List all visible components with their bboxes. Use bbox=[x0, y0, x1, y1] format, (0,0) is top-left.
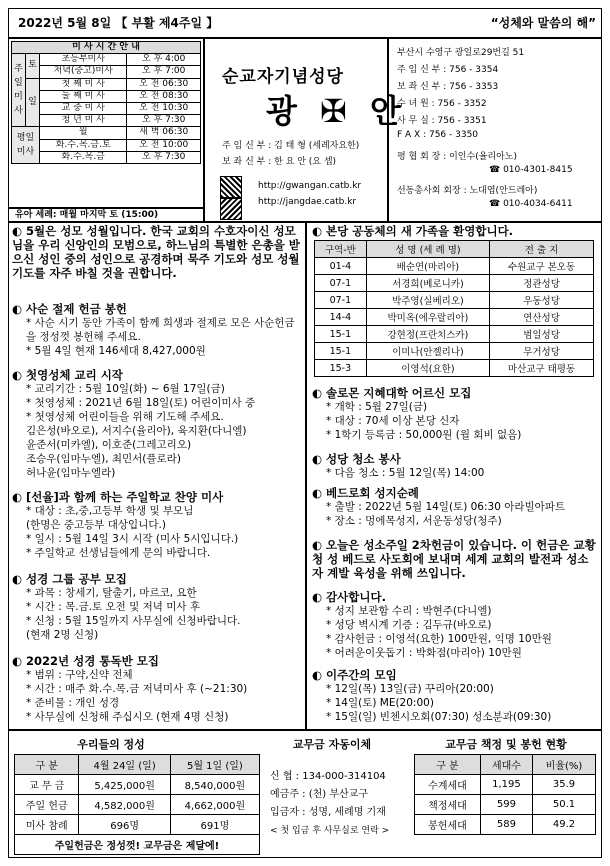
notice-line: * 사무실에 신청해 주십시오 (현재 4명 신청) bbox=[26, 711, 229, 723]
notice-heading: ◐ 사순 절제 헌금 봉헌 bbox=[12, 302, 127, 316]
notice-line: * 출발 : 2022년 5월 14일(토) 06:30 아라빌아파트 bbox=[326, 501, 566, 513]
notice-line: * 15일(일) 빈첸시오회(07:30) 성소분과(09:30) bbox=[326, 711, 552, 723]
notice-line: * 준비물 : 개인 성경 bbox=[26, 697, 120, 709]
pastor-name: 주 임 신 부 : 김 태 형 (세례자요한) bbox=[222, 141, 360, 151]
notice-line: * 14일(토) ME(20:00) bbox=[326, 697, 434, 709]
notice-line: * 개학 : 5월 27일(금) bbox=[326, 401, 428, 413]
notice-heading: ◐ 2022년 성경 통독반 모집 bbox=[12, 654, 159, 668]
parish-name: 광 ✠ 안 bbox=[266, 92, 407, 130]
notice-line: * 성지 보관함 수리 : 박현주(다니엘) bbox=[326, 605, 492, 617]
notice-heading: ◐ 성경 그룹 공부 모집 bbox=[12, 572, 127, 586]
notice-section bbox=[312, 452, 598, 480]
notice-heading: ◐ 5월은 성모 성월입니다. 한국 교회의 수호자이신 성모님을 우리 신앙인의 모범으로, 하느님의 특별한 은총을 받으신 성인 중의 성인으로 공경하며 묵주 기도와 성모 성월 기도를 자주 바칠 것을 권합니다. bbox=[12, 224, 300, 280]
notice-line: * 사순 시기 동안 가족이 함께 희생과 절제로 모은 사순헌금을 정성껏 봉헌해 주세요. bbox=[26, 317, 295, 343]
notice-section bbox=[12, 490, 302, 560]
notice-heading: ◐ 첫영성체 교리 시작 bbox=[12, 368, 123, 382]
notice-heading: ◐ 베드로회 성지순례 bbox=[312, 486, 419, 500]
notice-heading: ◐ 오늘은 성소주일 2차헌금이 있습니다. 이 헌금은 교황청 성 베드로 사도회에 보내며 세계 교회의 발전과 성소자 계발 육성을 위해 쓰입니다. bbox=[312, 538, 596, 580]
notice-heading: ◐ 이주간의 모임 bbox=[312, 668, 397, 682]
notice-line: * 다음 청소 : 5월 12일(목) 14:00 bbox=[326, 467, 485, 479]
parish-subtitle: 순교자기념성당 bbox=[222, 67, 344, 87]
notice-section bbox=[312, 668, 598, 724]
rate-table: 구 분 세대수 비율(%) 수계세대 1,195 35.9 책정세대 599 50.1 봉헌세대 589 49.2 bbox=[414, 754, 596, 835]
notice-line: 허나윤(임마누엘라) bbox=[26, 467, 116, 479]
notice-section bbox=[12, 302, 302, 358]
notice-line: * 과목 : 창세기, 탈출기, 마르코, 요한 bbox=[26, 587, 197, 599]
url-link[interactable]: http://jangdae.catb.kr bbox=[258, 197, 357, 207]
notice-section bbox=[312, 590, 598, 660]
auto-transfer: 신 협 : 134-000-314104 예금주 : (천) 부산교구 입금자 : 성명, 세례명 기재 < 첫 입금 후 사무실로 연락 > bbox=[270, 771, 390, 836]
contact-box: 부산시 수영구 광일로29번길 51 주 임 신 부 : 756 - 3354 보 좌 신 부 : 756 - 3353 수 녀 원 : 756 - 3352 사 무 실 : 756 - 3351 F A X : 756 - 3350 평 협 회 장 : 이인수(율리아노) ☎ 010-4301-8415 선동총사회 회장 : 노대엽(안드레아) ☎ 010-4034-6411 bbox=[388, 38, 602, 222]
notice-heading: ◐ 성당 청소 봉사 bbox=[312, 452, 401, 466]
notice-line: 김은성(바오로), 서지수(율리아), 육지환(다니엘) bbox=[26, 425, 247, 437]
notice-section bbox=[12, 654, 302, 724]
notice-line: * 대상 : 초,중,고등부 학생 및 부모님 bbox=[26, 505, 194, 517]
notice-line: * 첫영성체 : 2021년 6월 18일(토) 어린이미사 중 bbox=[26, 397, 256, 409]
notice-line: * 교리기간 : 5월 10일(화) ~ 6월 17일(금) bbox=[26, 383, 225, 395]
url-link[interactable]: http://gwangan.catb.kr bbox=[258, 181, 362, 191]
qr-code-icon bbox=[220, 198, 242, 220]
notice-line: * 대상 : 70세 이상 본당 신자 bbox=[326, 415, 460, 427]
notice-line: (한명은 중고등부 대상입니다.) bbox=[26, 519, 166, 531]
auto-title: 교무금 자동이체 bbox=[292, 738, 372, 751]
notice-section bbox=[12, 368, 302, 480]
notice-heading: ◐ 솔로몬 지혜대학 어르신 모집 bbox=[312, 386, 472, 400]
family-table: 구역-반 성 명 (세 례 명) 전 출 지 01-4 배순연(마리아) 수원교구 본오동 07-1 서경희(베로니카) 정관성당 07-1 박주영(실베리오) 우동성당 14-4 박미옥(에우랄리아) 연산성당 15-1 강현정(프란치스카) 범일성당 15-1 이미나(안젤리나) 무거성당 15-3 이영석(요한) 마산교구 태평동 bbox=[314, 240, 594, 377]
notice-line: * 주일학교 선생님들에게 문의 바랍니다. bbox=[26, 547, 211, 559]
notice-line: 윤준서(미카엘), 이호준(그레고리오) bbox=[26, 439, 192, 451]
notice-line: * 감사헌금 : 이영석(요한) 100만원, 익명 10만원 bbox=[326, 633, 552, 645]
motto: “성체와 말씀의 해” bbox=[490, 16, 596, 30]
notice-heading: ◐ [선율]과 함께 하는 주일학교 찬양 미사 bbox=[12, 490, 224, 504]
issue-date: 2022년 5월 8일 【 부활 제4주일 】 bbox=[18, 16, 219, 30]
notice-section bbox=[12, 224, 302, 280]
notice-heading: ◐ 감사합니다. bbox=[312, 590, 386, 604]
notice-line: * 장소 : 멍에목성지, 서운동성당(청주) bbox=[326, 515, 502, 527]
notice-section bbox=[312, 538, 598, 580]
rate-title: 교무금 책정 및 봉헌 현황 bbox=[445, 738, 567, 751]
family-title: ◐ 본당 공동체의 새 가족을 환영합니다. bbox=[312, 224, 514, 238]
infant-baptism-note: 유아 세례: 매월 마지막 토 (15:00) bbox=[8, 208, 204, 222]
notice-line: * 어려운이웃돕기 : 박화점(마리아) 10만원 bbox=[326, 647, 522, 659]
notice-section bbox=[12, 572, 302, 642]
notice-line: * 성당 벽시계 기증 : 김두규(바오로) bbox=[326, 619, 492, 631]
pastors bbox=[222, 138, 359, 170]
notice-line: * 첫영성체 어린이들을 위해 기도해 주세요. bbox=[26, 411, 224, 423]
notice-line: * 시간 : 매주 화.수.목.금 저녁미사 후 (~21:30) bbox=[26, 683, 248, 695]
notice-line: * 12일(목) 13일(금) 꾸리아(20:00) bbox=[326, 683, 494, 695]
notice-section bbox=[312, 486, 598, 528]
notice-line: * 시간 : 목.금.토 오전 및 저녁 미사 후 bbox=[26, 601, 201, 613]
mass-schedule bbox=[8, 38, 204, 208]
notice-section bbox=[312, 386, 598, 442]
finance-table: 구 분 4월 24일 (일) 5월 1일 (일) 교 무 금 5,425,000원 8,540,000원 주일 헌금 4,582,000원 4,662,000원 미사 참례 696명 691명 주일헌금은 정성껏! 교무금은 제달에! bbox=[14, 754, 260, 855]
notice-line: * 범위 : 구약,신약 전체 bbox=[26, 669, 133, 681]
notice-line: * 1학기 등록금 : 50,000원 (월 회비 없음) bbox=[326, 429, 522, 441]
notice-line: * 5월 4일 현재 146세대 8,427,000원 bbox=[26, 345, 206, 357]
mass-title: 미 사 시 간 안 내 bbox=[12, 42, 201, 54]
notice-line: (현재 2명 신청) bbox=[26, 629, 99, 641]
urls bbox=[258, 178, 361, 210]
mass-table: 미 사 시 간 안 내 주 일 미 사 토 초등부미사 오 후 4:00 저녁(중고)미사 오 후 7:00 일 첫 째 미 사 오 전 06:30 둘 째 미 사 오 전 08:30 교 중 미 사 오 전 10:30 청 년 미 사 오 후 7:30 평일 미사 월 새 벽 06:30 화.수.목.금.토 오 전 10:00 화.수.목.금 오 후 7:30 bbox=[11, 41, 201, 164]
notice-line: 조승우(임마누엘), 최민서(플로라) bbox=[26, 453, 181, 465]
qr-code-icon bbox=[220, 176, 242, 198]
notice-line: * 일시 : 5월 14일 3시 시작 (미사 5시입니다.) bbox=[26, 533, 239, 545]
finance-title: 우리들의 정성 bbox=[77, 738, 145, 751]
assistant-pastor-name: 보 좌 신 부 : 한 요 안 (요 셉) bbox=[222, 157, 337, 167]
notice-line: * 신청 : 5월 15일까지 사무실에 신청바랍니다. bbox=[26, 615, 241, 627]
